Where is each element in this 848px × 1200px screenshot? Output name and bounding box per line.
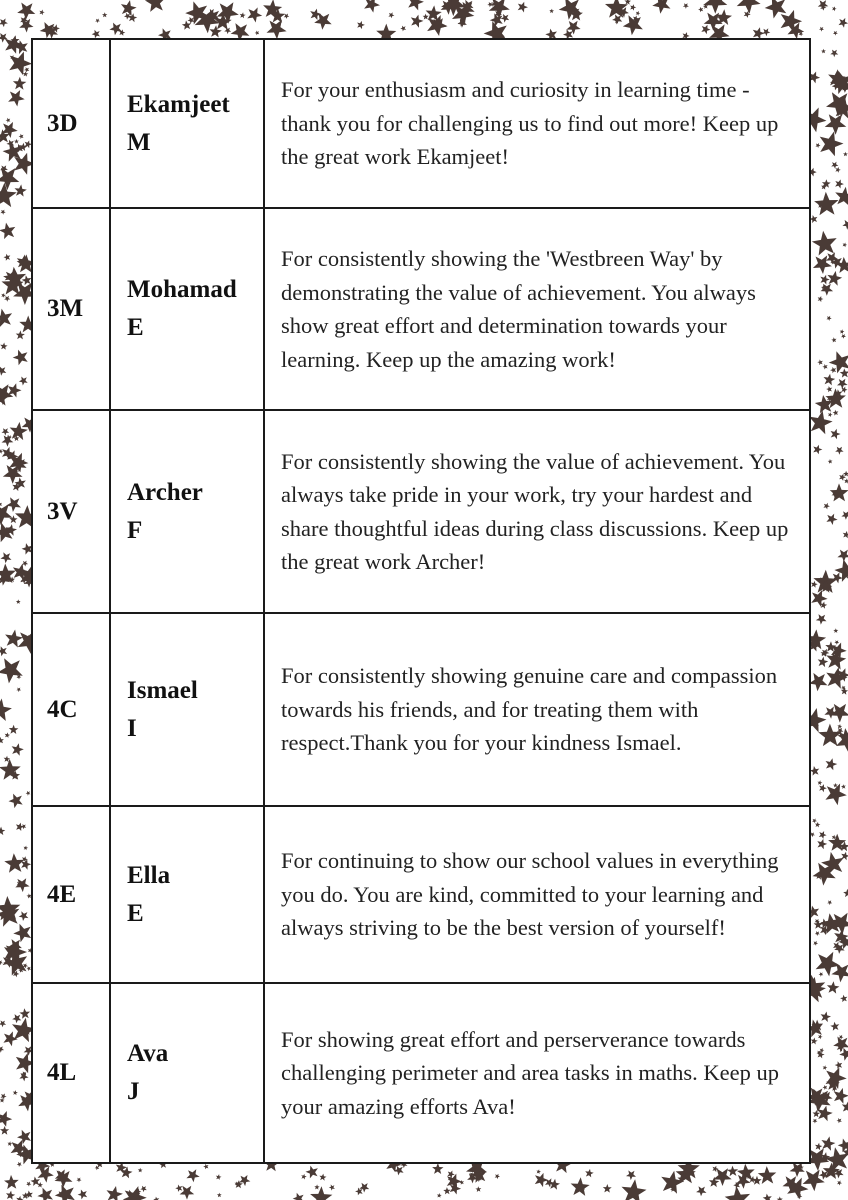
star-shape [217,1193,222,1198]
star-shape [0,1126,9,1135]
star-shape [840,329,845,334]
star-shape [443,1187,450,1194]
star-shape [835,179,844,188]
star-shape [12,1014,21,1023]
star-shape [843,889,848,897]
star-shape [14,139,19,144]
star-shape [0,759,21,780]
star-shape [400,26,406,32]
star-shape [809,673,828,691]
star-shape [837,379,848,389]
star-shape [835,167,840,173]
student-name [110,39,264,208]
award-message: For your enthusiasm and curiosity in learning time - thank you for challenging us to find out more! Keep up the great work Ekamjeet! [264,39,810,208]
star-shape [810,766,820,776]
star-shape [727,1166,738,1177]
star-shape [8,1141,13,1146]
student-first-name: Mohamad [127,276,237,303]
star-shape [447,1174,462,1190]
star-shape [841,334,846,339]
star-shape [24,67,29,72]
star-shape [820,1048,825,1053]
star-shape [5,732,11,738]
star-shape [830,1022,839,1031]
star-shape [812,1119,817,1124]
star-shape [267,20,287,40]
star-shape [823,1065,828,1070]
star-shape [6,497,21,512]
star-shape [0,343,7,350]
star-shape [790,1162,805,1177]
star-shape [301,1174,307,1180]
star-shape [752,1176,761,1185]
star-shape [0,1111,12,1127]
star-shape [824,374,836,386]
star-shape [408,0,424,10]
star-shape [842,220,848,230]
star-shape [696,1186,706,1196]
star-shape [813,445,822,455]
star-shape [820,131,844,156]
star-shape [0,18,8,27]
star-shape [841,688,848,695]
star-shape [19,377,28,386]
award-row [32,806,810,983]
award-row [32,39,810,208]
star-shape [833,410,839,416]
star-shape [837,1118,842,1123]
class-label: 4C [32,613,110,806]
star-shape [145,0,165,12]
award-message: For consistently showing the 'Westbreen Way' by demonstrating the value of achievement. You always show great effort and determination towards your learning. Keep up the amazing work! [264,208,810,410]
star-shape [811,581,818,588]
star-shape [813,941,818,946]
star-shape [175,1185,182,1192]
star-shape [835,447,843,455]
star-shape [819,972,824,977]
star-shape [78,1190,88,1200]
star-shape [630,4,636,10]
star-shape [828,459,833,464]
star-shape [22,561,28,567]
student-name [110,208,264,410]
star-shape [0,699,12,722]
star-shape [815,822,821,828]
star-shape [818,296,824,302]
student-first-name: Archer [127,478,203,506]
star-shape [835,187,848,206]
awards-table [31,38,811,1164]
star-shape [411,15,424,28]
star-shape [319,1174,326,1181]
star-shape [737,0,761,14]
class-label: 4E [32,806,110,983]
star-shape [15,184,27,196]
star-shape [140,1186,147,1192]
star-shape [19,911,29,921]
star-shape [841,784,846,789]
award-row [32,208,810,410]
star-shape [571,1177,590,1196]
student-initial: E [127,899,144,927]
star-shape [186,1169,199,1182]
star-shape [203,1164,208,1170]
class-label: 3D [32,39,110,208]
star-shape [0,1046,4,1053]
star-shape [834,1088,848,1104]
star-shape [817,839,827,849]
class-label: 4L [32,983,110,1163]
star-shape [822,364,827,370]
star-shape [459,1180,464,1185]
star-shape [180,1186,195,1200]
student-name [110,983,264,1163]
star-shape [830,483,848,501]
award-row [32,410,810,613]
star-shape [4,1175,19,1189]
star-shape [255,31,260,36]
star-shape [812,818,817,823]
star-shape [624,0,631,5]
star-shape [31,1177,41,1187]
star-shape [6,1191,15,1200]
student-first-name: Ava [127,1040,169,1067]
star-shape [828,412,833,417]
star-shape [763,1194,772,1200]
star-shape [830,367,836,373]
class-label: 3M [32,208,110,410]
star-shape [0,827,5,836]
star-shape [495,1174,500,1179]
star-shape [0,646,7,656]
star-shape [812,231,837,256]
star-shape [9,725,19,734]
star-shape [0,658,23,683]
award-message: For consistently showing the value of achievement. You always take pride in your work, try your hardest and share thoughtful ideas during class discussions. Keep up the great work Archer! [264,410,810,613]
star-shape [13,924,31,943]
star-shape [37,1188,53,1200]
star-shape [1,293,6,298]
star-shape [38,1166,54,1182]
star-shape [827,271,842,286]
star-shape [830,50,838,58]
star-shape [817,359,823,365]
student-first-name: Ella [127,861,171,889]
star-shape [423,14,429,20]
star-shape [826,758,838,770]
star-shape [9,52,32,76]
star-shape [13,350,28,366]
star-shape [95,1166,100,1171]
star-shape [475,1186,481,1192]
star-shape [838,1139,848,1153]
star-shape [109,23,122,36]
star-shape [17,1162,22,1167]
star-shape [437,1193,442,1198]
star-shape [153,1197,159,1200]
star-shape [815,1143,822,1151]
star-shape [188,17,195,24]
student-first-name: Ismael [127,676,198,704]
star-shape [814,192,838,216]
star-shape [818,780,823,785]
star-shape [224,27,231,34]
star-shape [4,853,24,873]
class-label: 3V [32,410,110,613]
student-initial: E [127,314,144,341]
award-row [32,613,810,806]
star-shape [821,1012,831,1023]
star-shape [844,478,848,483]
star-shape [819,784,827,792]
star-shape [549,9,554,14]
award-message: For consistently showing genuine care and compassion towards his friends, and for treating them with respect.Thank you for your kindness Ismael. [264,613,810,806]
star-shape [843,471,848,477]
star-shape [816,614,827,625]
star-shape [826,386,832,392]
star-shape [815,931,820,936]
student-initial: J [127,1078,140,1105]
star-shape [4,254,11,261]
star-shape [121,0,137,16]
star-shape [839,18,848,28]
star-shape [26,791,31,796]
star-shape [17,1130,31,1144]
star-shape [16,599,21,604]
star-shape [818,724,842,747]
star-shape [823,1085,828,1090]
star-shape [216,1174,222,1180]
star-shape [102,12,107,17]
star-shape [818,1034,823,1039]
star-shape [0,552,11,563]
star-shape [636,11,641,16]
award-row [32,983,810,1163]
star-shape [357,21,365,29]
star-shape [24,846,29,851]
star-shape [832,6,837,11]
star-shape [388,12,394,18]
star-shape [0,1020,6,1027]
star-shape [825,114,847,135]
star-shape [9,794,23,809]
star-shape [843,531,848,538]
star-shape [701,25,710,34]
star-shape [831,162,838,169]
star-shape [21,824,26,829]
star-shape [26,1182,31,1187]
star-shape [0,504,13,526]
star-shape [0,223,15,240]
student-initial: I [127,714,137,742]
student-first-name: Ekamjeet [127,90,230,118]
star-shape [827,316,832,321]
star-shape [37,1182,43,1188]
star-shape [818,657,829,668]
star-shape [831,429,841,440]
star-shape [762,28,770,36]
star-shape [0,960,3,965]
star-shape [0,210,5,215]
award-message: For continuing to show our school values in everything you do. You are kind, committed to your learning and always striving to be the best version of yourself! [264,806,810,983]
star-shape [4,296,10,302]
star-shape [432,1163,443,1174]
star-shape [2,428,10,435]
star-shape [835,1061,843,1069]
student-name [110,806,264,983]
star-shape [16,1196,23,1200]
star-shape [0,309,12,328]
star-shape [827,900,832,905]
star-shape [840,368,848,377]
star-shape [683,3,689,9]
student-initial: F [127,516,143,544]
star-shape [819,27,824,32]
star-shape [107,1186,123,1200]
star-shape [623,15,643,35]
star-shape [16,688,21,693]
star-shape [843,243,848,248]
star-shape [12,743,24,756]
student-name [110,613,264,806]
star-shape [293,1193,304,1200]
star-shape [837,1180,842,1185]
star-shape [364,0,380,13]
star-shape [138,1168,143,1173]
award-message: For showing great effort and perserverance towards challenging perimeter and area tasks in maths. Keep up your amazing efforts Ava! [264,983,810,1163]
star-shape [826,1067,847,1089]
star-shape [823,503,830,510]
star-shape [19,134,24,139]
star-shape [843,152,848,157]
star-shape [603,1184,612,1193]
star-shape [698,7,703,12]
star-shape [819,831,827,839]
star-shape [821,284,834,296]
star-shape [0,366,6,375]
star-shape [816,143,821,148]
star-shape [841,511,848,520]
star-shape [725,1186,750,1200]
star-shape [13,1090,18,1095]
star-shape [13,77,27,90]
star-shape [837,550,848,562]
star-shape [314,1184,319,1189]
star-shape [827,981,840,993]
star-shape [39,10,44,16]
star-shape [17,3,35,21]
star-shape [23,71,29,76]
star-shape [821,49,826,54]
star-shape [518,2,528,13]
star-shape [834,640,839,645]
star-shape [585,1169,594,1178]
star-shape [652,0,670,14]
star-shape [6,118,11,123]
star-shape [826,514,837,525]
star-shape [329,1184,335,1190]
star-shape [622,1179,647,1200]
star-shape [501,14,510,23]
star-shape [1,1093,7,1099]
star-shape [310,1186,332,1200]
star-shape [8,90,25,107]
star-shape [811,1038,818,1045]
star-shape [306,1166,318,1179]
star-shape [626,1170,636,1180]
star-shape [3,1031,17,1046]
star-shape [536,1169,541,1174]
star-shape [0,737,4,744]
star-shape [19,1008,30,1019]
student-name [110,410,264,613]
star-shape [833,628,838,633]
star-shape [182,20,191,29]
star-shape [758,1166,777,1184]
star-shape [811,590,827,607]
star-shape [831,337,836,342]
star-shape [833,31,838,36]
star-shape [820,275,830,285]
star-shape [76,1178,81,1183]
star-shape [128,13,137,22]
star-shape [777,1196,783,1200]
star-shape [55,1185,75,1200]
star-shape [0,502,2,507]
star-shape [240,12,246,18]
star-shape [840,995,847,1002]
star-shape [95,19,100,24]
star-shape [247,7,262,22]
awards-page [31,38,811,1162]
student-initial: M [127,128,151,156]
